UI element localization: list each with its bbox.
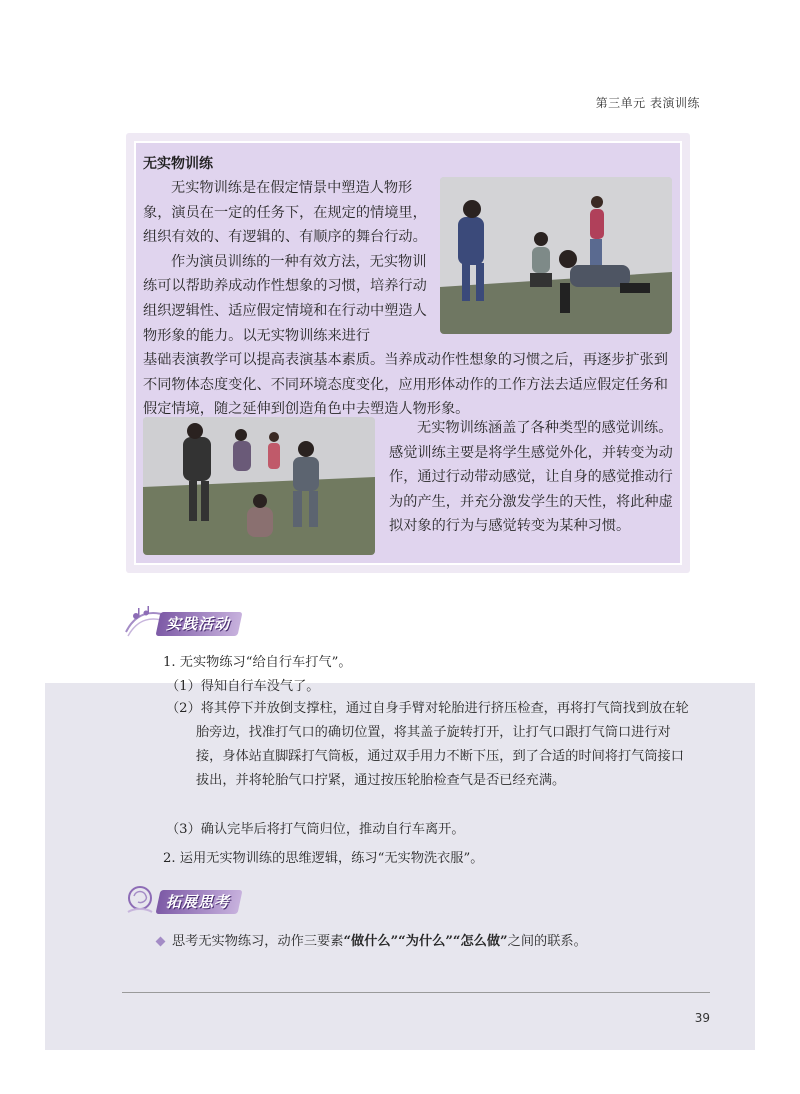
box-paragraph-3: 无实物训练涵盖了各种类型的感觉训练。感觉训练主要是将学生感觉外化，并转变为动作，通过行动带动感觉，让自身的感觉推动行为的产生，并充分激发学生的天性，将此种虚拟对象的行为与感觉转变为某种习惯。: [389, 420, 673, 535]
practice-activity-banner: 实践活动: [122, 606, 252, 638]
footer-divider: [122, 992, 710, 993]
training-photo-2: [143, 417, 375, 555]
running-header: 第三单元 表演训练: [595, 96, 700, 110]
practice-step-3: （3）确认完毕后将打气筒归位，推动自行车离开。: [166, 822, 465, 837]
practice-item-2: 2. 运用无实物训练的思维逻辑，练习“无实物洗衣服”。: [163, 851, 484, 866]
practice-step-2: （2）将其停下并放倒支撑柱，通过自身手臂对轮胎进行挤压检查，再将打气筒找到放在轮胎旁边，找准打气口的确切位置，将其盖子旋转打开，让打气口跟打气筒口进行对接，身体站直脚踩打气筒板，通过双手用力不断下压，到了合适的时间将打气筒接口拔出，并将轮胎气口拧紧，通过按压轮胎检查气是否已经充满。: [166, 701, 689, 788]
box-paragraph-1: 无实物训练是在假定情景中塑造人物形象，演员在一定的任务下，在规定的情境里，组织有效的、有逻辑的、有顺序的舞台行动。 作为演员训练的一种有效方法，无实物训练可以帮助养成动作性想象的习惯，培养行动组织逻辑性、适应假定情境和在行动中塑造人物形象的能力。以无实物训练来进行: [143, 180, 427, 344]
thinking-prompt: 思考无实物练习，动作三要素“做什么”“为什么”“怎么做”之间的联系。: [157, 930, 587, 949]
page-number: 39: [694, 1011, 710, 1025]
extended-thinking-banner: 拓展思考: [122, 884, 252, 916]
box-title: 无实物训练: [143, 156, 213, 172]
box-paragraph-2: 基础表演教学可以提高表演基本素质。当养成动作性想象的习惯之后，再逐步扩张到不同物体态度变化、不同环境态度变化，应用形体动作的工作方法去适应假定任务和假定情境，随之延伸到创造角色中去塑造人物形象。: [143, 352, 668, 418]
practice-item-1: 1. 无实物练习“给自行车打气”。: [163, 655, 352, 670]
diamond-bullet-icon: [156, 937, 166, 947]
training-photo-1: [440, 177, 672, 334]
practice-step-1: （1）得知自行车没气了。: [166, 679, 320, 694]
